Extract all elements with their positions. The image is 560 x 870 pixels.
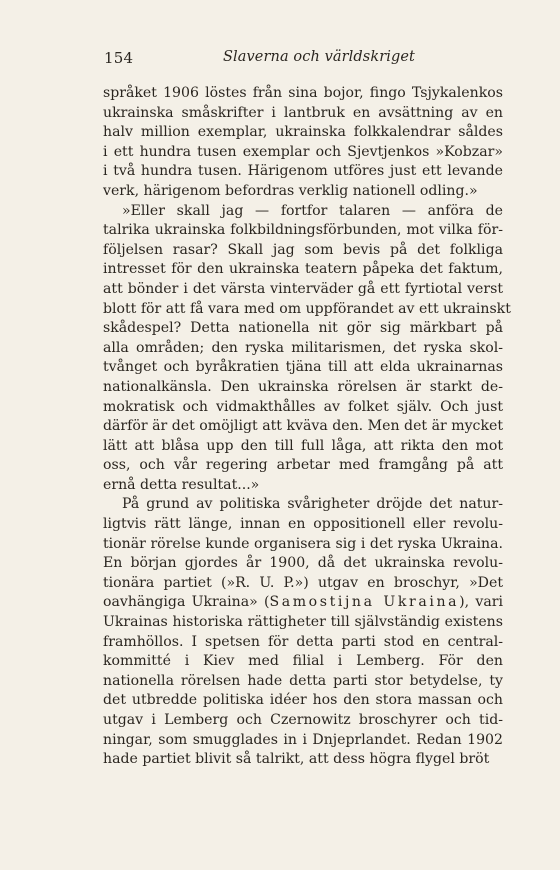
line-segment: ), vari: [459, 594, 503, 611]
text-line: ningar, som smugglades in i Dnjeprlandet. Redan 1902: [103, 731, 503, 748]
text-line: halv million exemplar, ukrainska folkkalendrar såldes: [103, 124, 503, 141]
spaced-title: Samostijna Ukraina: [269, 594, 460, 611]
text-line: oss, och vår regering arbetar med framgång på att: [103, 457, 503, 474]
text-line: intresset för den ukrainska teatern påpeka det faktum,: [103, 261, 503, 278]
running-title: Slaverna och världskriget: [223, 49, 415, 65]
page-header: [104, 49, 502, 69]
text-line: blott för att få vara med om uppförandet av ett ukrainskt: [103, 300, 511, 317]
text-line: »Eller skall jag — fortfor talaren — anföra de: [122, 202, 503, 219]
text-line: mokratisk och vidmakthålles av folket själv. Och just: [103, 398, 503, 415]
text-line: tionär rörelse kunde organisera sig i det ryska Ukraina.: [103, 535, 503, 552]
text-line: tvånget och byråkratien tjäna till att elda ukrainarnas: [103, 359, 503, 376]
text-line: hade partiet blivit så talrikt, att dess högra flygel bröt: [103, 751, 490, 768]
text-line: [103, 593, 503, 613]
text-line: ukrainska småskrifter i lantbruk en avsättning av en: [103, 104, 503, 121]
text-line: kommitté i Kiev med filial i Lemberg. För den: [103, 653, 503, 670]
page-number: 154: [104, 49, 134, 67]
text-line: lätt att blåsa upp den till full låga, att rikta den mot: [103, 437, 503, 454]
text-line: att bönder i det värsta vinterväder gå ett fyrtiotal verst: [103, 280, 503, 297]
text-line: framhöllos. I spetsen för detta parti stod en central-: [103, 633, 503, 650]
text-line: utgav i Lemberg och Czernowitz broschyrer och tid-: [103, 712, 503, 728]
text-line: verk, härigenom befordras verklig nationell odling.»: [103, 182, 478, 199]
text-line: Ukrainas historiska rättigheter till självständig existens: [103, 614, 503, 631]
text-line: skådespel? Detta nationella nit gör sig märkbart på: [103, 320, 503, 337]
body-text: [103, 84, 511, 770]
text-line: alla områden; den ryska militarismen, det ryska skol-: [103, 339, 503, 356]
text-line: nationalkänsla. Den ukrainska rörelsen är starkt de-: [103, 378, 503, 395]
text-line: ernå detta resultat...»: [103, 476, 260, 493]
text-line: följelsen rasar? Skall jag som bevis på det folkliga: [103, 241, 503, 258]
text-line: En början gjordes år 1900, då det ukrainska revolu-: [103, 555, 503, 572]
text-line: ligtvis rätt länge, innan en oppositionell eller revolu-: [103, 516, 503, 533]
text-line: språket 1906 löstes från sina bojor, fingo Tsjykalenkos: [103, 85, 503, 101]
text-line: talrika ukrainska folkbildningsförbunden, mot vilka för-: [103, 222, 503, 239]
text-line: tionära partiet (»R. U. P.») utgav en broschyr, »Det: [103, 574, 503, 591]
text-line: i ett hundra tusen exemplar och Sjevtjenkos »Kobzar»: [103, 143, 503, 160]
text-line: det utbredde politiska idéer hos den stora massan och: [103, 692, 503, 709]
line-segment: oavhängiga Ukraina» (: [103, 594, 270, 611]
text-line: därför är det omöjligt att kväva den. Men det är mycket: [103, 418, 503, 435]
text-line: På grund av politiska svårigheter dröjde det natur-: [122, 496, 503, 513]
text-line: nationella rörelsen hade detta parti stor betydelse, ty: [103, 672, 503, 689]
text-line: i två hundra tusen. Härigenom utföres just ett levande: [103, 163, 503, 180]
